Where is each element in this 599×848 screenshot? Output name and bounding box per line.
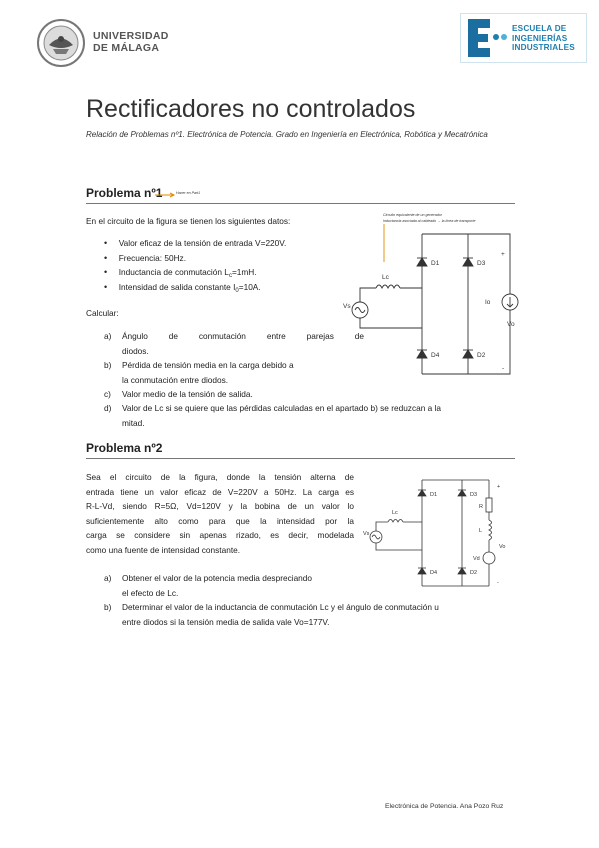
handwritten-arrow-icon [154,192,176,198]
page-footer: Electrónica de Potencia. Ana Pozo Ruz [385,803,504,810]
page-title: Rectificadores no controlados [86,95,416,123]
problem1-item-a-marker: a) [104,331,112,341]
problem2-heading: Problema nº2 [86,441,163,455]
label-lc: Lc [392,510,398,516]
label-d2: D2 [470,570,478,576]
inductor-icon [376,285,400,288]
diode-d3-icon [463,258,473,266]
label-vd: Vd [473,556,480,562]
university-name [93,30,169,54]
load-inductor-icon [489,520,492,540]
label-d4: D4 [431,352,440,359]
school-name-line2: INGENIERÍAS [512,33,568,43]
label-d1: D1 [431,260,440,267]
problem2-item-b: Determinar el valor de la inductancia de conmutación Lc y el ángulo de conmutación u entre diodos si la tensión media de salida vale Vo=177V. [122,602,439,627]
circuit1-note-line2: Inductancia asociada al cableado → la línea de transporte [383,219,476,223]
label-plus: + [501,251,505,258]
problem1-calc-label: Calcular: [86,308,119,318]
university-name-line1: UNIVERSIDAD [93,30,169,42]
diode-d1-icon [417,258,427,266]
school-name-line1: ESCUELA DE [512,24,567,33]
circuit1-diagram [340,222,520,382]
label-l: L [479,528,483,534]
problem2-divider [86,458,515,459]
label-r: R [479,504,483,510]
school-name-line3: INDUSTRIALES [512,43,575,52]
label-minus: - [502,365,505,372]
label-vo: Vo [507,321,515,328]
label-d3: D3 [470,492,478,498]
diode-d4-icon [418,568,426,574]
problem2-item-a: Obtener el valor de la potencia media despreciando el efecto de Lc. [122,573,313,598]
problem1-heading: Problema nº1 [86,186,163,200]
diode-d3-icon [458,490,466,496]
label-vs: Vs [363,531,370,537]
circuit1-note-line1: Circuito equivalente de un generador [383,213,442,217]
problem1-item-b-marker: b) [104,360,112,370]
label-d2: D2 [477,352,486,359]
diode-d1-icon [418,490,426,496]
problem2-paragraph: Sea el circuito de la figura, donde la tensión alterna de entrada tiene un valor eficaz de V=220V a 50Hz. La carga es R-L-Vd, siendo R=5Ω, Vd=120V y la bobina de un valor lo suficientemente alto como para que la intensidad por la carga se considere sin apenas rizado, es decir, modelada como una fuente de intensidad constante. [86,472,354,555]
label-vo: Vo [499,544,506,550]
resistor-icon [486,498,492,512]
problem2-item-a-marker: a) [104,573,112,583]
problem2-item-b-marker: b) [104,602,112,612]
problem1-intro: En el circuito de la figura se tienen los siguientes datos: [86,216,291,226]
label-plus: + [497,484,501,490]
diode-d2-icon [458,568,466,574]
problem1-item-d: Valor de Lc si se quiere que las pérdidas calculadas en el apartado b) se reduzcan a la mitad. [122,403,442,428]
label-d3: D3 [477,260,486,267]
diode-d4-icon [417,350,427,358]
inductor-icon [388,520,403,523]
problem1-item-c: Valor medio de la tensión de salida. [122,389,253,399]
school-name [512,24,575,53]
problem1-item-c-marker: c) [104,389,111,399]
problem1-data-list [104,236,286,294]
data-item: • Frecuencia: 50Hz. [104,252,187,263]
circuit2-diagram [362,476,514,596]
label-d4: D4 [430,570,438,576]
problem1-margin-note: Hacer en Part1 [176,191,201,195]
label-lc: Lc [382,274,389,281]
problem1-item-a: Ángulo de conmutación entre parejas de diodos. [122,331,364,356]
dc-source-icon [483,552,495,564]
diode-d2-icon [463,350,473,358]
data-item: • Inductancia de conmutación $L_c=1mH$. [104,267,257,279]
problem1-item-b: Pérdida de tensión media en la carga debido a la conmutación entre diodos. [122,360,294,385]
problem1-divider [86,203,515,204]
label-d1: D1 [430,492,438,498]
university-name-line2: DE MÁLAGA [93,42,160,54]
data-item: • Valor eficaz de la tensión de entrada V=220V. [104,238,287,248]
label-io: Io [485,299,491,306]
page-subtitle: Relación de Problemas nº1. Electrónica de Potencia. Grado en Ingeniería en Electrónica, Robótica y Mecatrónica [86,130,488,139]
label-vs: Vs [343,303,351,310]
university-seal-logo [36,18,86,68]
problem1-item-d-marker: d) [104,403,112,413]
label-minus: - [497,580,499,586]
data-item: • Intensidad de salida constante $I_0=10A$. [104,281,261,294]
